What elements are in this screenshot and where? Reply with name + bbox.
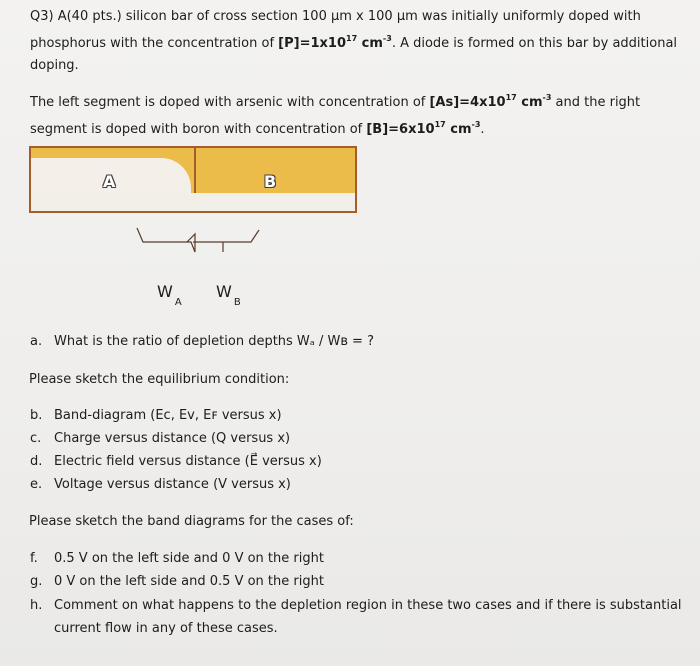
question-title bbox=[30, 6, 690, 77]
wb-label bbox=[216, 282, 241, 308]
w-symbol: W bbox=[157, 282, 173, 301]
doping-description bbox=[30, 87, 680, 141]
question-text: phosphorus with the concentration of bbox=[30, 36, 279, 51]
w-subscript: B bbox=[233, 297, 241, 308]
bracket-left bbox=[137, 228, 195, 252]
sketch-bias-note bbox=[29, 512, 354, 532]
item-text: current flow in any of these cases. bbox=[54, 621, 278, 636]
item-text: Please sketch the equilibrium condition: bbox=[29, 372, 290, 387]
phosphorus-concentration: [P]=1x10 bbox=[278, 36, 346, 51]
item-letter: g. bbox=[30, 574, 43, 589]
question-text: was initially uniformly doped with bbox=[417, 9, 641, 24]
silicon-bar-diagram bbox=[29, 146, 357, 213]
sketch-equilibrium-note bbox=[29, 370, 289, 390]
item-text: 0.5 V on the left side and 0 V on the right bbox=[54, 551, 324, 566]
doping-text: segment is doped with boron with concentration of bbox=[30, 122, 367, 137]
item-letter: e. bbox=[30, 477, 43, 492]
item-letter: b. bbox=[30, 408, 43, 423]
item-text: Voltage versus distance (V versus x) bbox=[54, 477, 291, 492]
item-text: 0 V on the left side and 0.5 V on the right bbox=[54, 574, 324, 589]
item-text: Electric field versus distance (E⃗ versus x) bbox=[54, 454, 322, 469]
question-line-1 bbox=[30, 6, 690, 28]
undoped-bottom-band bbox=[31, 193, 355, 211]
question-text: Q3) A(40 pts.) silicon bar of cross section 100 bbox=[30, 9, 331, 24]
question-item-f bbox=[30, 549, 324, 569]
doping-line-2 bbox=[30, 114, 680, 141]
item-letter: h. bbox=[30, 598, 43, 613]
unit: cm bbox=[445, 122, 472, 137]
bracket-center bbox=[187, 234, 195, 242]
exponent: 17 bbox=[434, 120, 446, 129]
question-item-h bbox=[30, 596, 682, 616]
boron-concentration: [B]=6x10 bbox=[366, 122, 435, 137]
micrometer-unit: μm bbox=[330, 9, 352, 24]
doping-line-1 bbox=[30, 87, 680, 114]
wa-label bbox=[157, 282, 182, 308]
item-letter: f. bbox=[30, 551, 38, 566]
exponent: 17 bbox=[346, 34, 358, 43]
w-subscript: A bbox=[174, 297, 182, 308]
doping-text: The left segment is doped with arsenic with concentration of bbox=[30, 95, 430, 110]
arsenic-concentration: [As]=4x10 bbox=[429, 95, 506, 110]
question-item-h-continued bbox=[30, 619, 278, 639]
item-letter: a. bbox=[30, 334, 43, 349]
item-letter: d. bbox=[30, 454, 43, 469]
question-item-d bbox=[30, 452, 322, 472]
w-symbol: W bbox=[216, 282, 232, 301]
doping-text: and the right bbox=[551, 95, 641, 110]
question-item-e bbox=[30, 475, 291, 495]
exponent: -3 bbox=[542, 93, 552, 102]
depletion-bracket bbox=[135, 222, 265, 262]
question-item-g bbox=[30, 572, 324, 592]
unit: cm bbox=[357, 36, 383, 51]
question-line-3: doping. bbox=[30, 58, 79, 73]
question-item-c bbox=[30, 429, 290, 449]
item-letter: c. bbox=[30, 431, 42, 446]
bracket-right bbox=[195, 230, 259, 242]
item-text: Comment on what happens to the depletion region in these two cases and if there is substantial bbox=[54, 598, 682, 613]
exponent: -3 bbox=[471, 120, 481, 129]
item-text: What is the ratio of depletion depths Wₐ / Wʙ = ? bbox=[54, 334, 374, 349]
micrometer-unit: μm bbox=[396, 9, 418, 24]
doping-text: . bbox=[480, 122, 485, 137]
unit: cm bbox=[516, 95, 543, 110]
segment-b-label: B bbox=[264, 172, 277, 191]
question-item-a bbox=[30, 332, 374, 352]
question-text: x 100 bbox=[351, 9, 397, 24]
item-text: Band-diagram (Eᴄ, Eᴠ, Eꜰ versus x) bbox=[54, 408, 282, 423]
item-text: Please sketch the band diagrams for the cases of: bbox=[29, 514, 354, 529]
item-text: Charge versus distance (Q versus x) bbox=[54, 431, 291, 446]
question-text: . A diode is formed on this bar by additional bbox=[391, 36, 678, 51]
question-line-2 bbox=[30, 28, 690, 55]
exponent: -3 bbox=[382, 34, 392, 43]
segment-a-label: A bbox=[103, 172, 116, 191]
question-item-b bbox=[30, 406, 282, 426]
exponent: 17 bbox=[505, 93, 517, 102]
